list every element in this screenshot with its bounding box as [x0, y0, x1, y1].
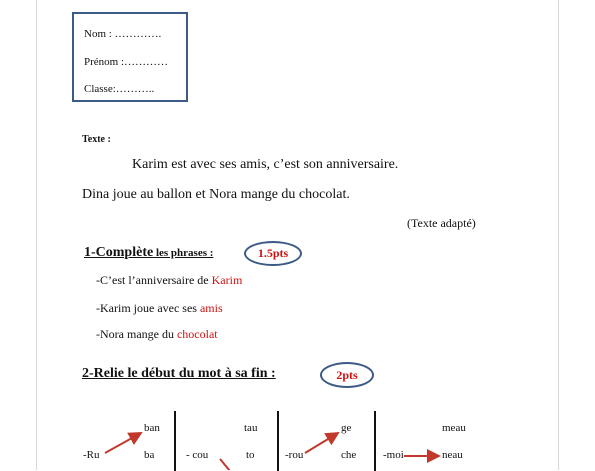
- arrow-ru-ban: [105, 433, 141, 453]
- exercise1-title-rest: les phrases :: [153, 247, 214, 259]
- text-line-1: Karim est avec ses amis, c’est son anniversaire.: [132, 157, 399, 172]
- name-field: Nom : ………….: [84, 28, 162, 40]
- syllable-ge: ge: [341, 422, 352, 434]
- syllable-che: che: [341, 449, 357, 461]
- item-prefix: -C’est l’anniversaire de: [96, 273, 212, 287]
- arrow-rou-ge: [305, 433, 338, 453]
- firstname-field: Prénom :…………: [84, 56, 169, 68]
- text-label: Texte :: [82, 134, 111, 145]
- syllable-moi: -moi: [383, 449, 404, 461]
- item-prefix: -Karim joue avec ses: [96, 301, 200, 315]
- item-prefix: -Nora mange du: [96, 327, 177, 341]
- syllable-tau: tau: [244, 422, 258, 434]
- item-answer: amis: [199, 301, 223, 315]
- syllable-ru: -Ru: [83, 449, 100, 461]
- syllable-neau: neau: [442, 449, 463, 461]
- exercise1-points-badge: 1.5pts: [244, 241, 302, 266]
- exercise1-title-main: 1-Complète: [84, 245, 154, 260]
- syllable-cou: - cou: [186, 449, 209, 461]
- syllable-rou: -rou: [285, 449, 304, 461]
- exercise2-points-badge: 2pts: [320, 362, 374, 388]
- item-answer: chocolat: [176, 327, 218, 341]
- class-field: Classe:………..: [84, 83, 155, 95]
- syllable-ba: ba: [144, 449, 155, 461]
- syllable-meau: meau: [442, 422, 466, 434]
- item-answer: Karim: [211, 273, 243, 287]
- syllable-to: to: [246, 449, 255, 461]
- text-line-2: Dina joue au ballon et Nora mange du chocolat.: [82, 187, 350, 202]
- syllable-ban: ban: [144, 422, 160, 434]
- exercise2-title: 2-Relie le début du mot à sa fin :: [82, 366, 276, 381]
- text-source: (Texte adapté): [407, 216, 476, 230]
- arrow-cou-tail: [220, 459, 230, 470]
